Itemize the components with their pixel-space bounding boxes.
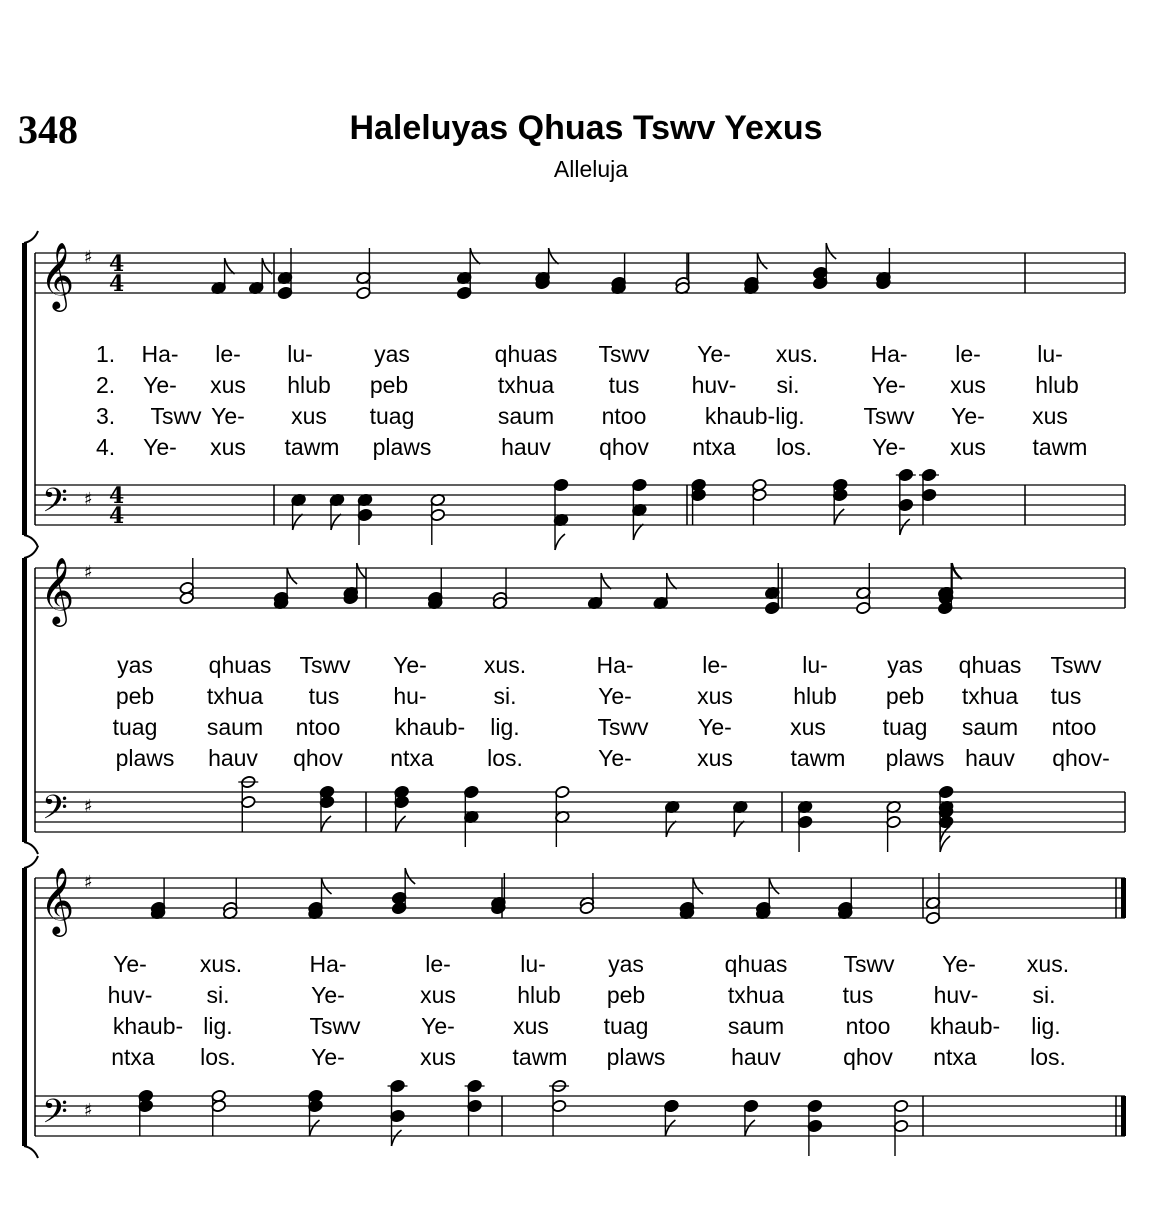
lyric-syllable: ntxa — [692, 434, 736, 460]
lyric-syllable: qhov — [843, 1044, 893, 1070]
lyric-syllable: saum — [497, 403, 555, 429]
lyric-syllable: txhua — [727, 982, 785, 1008]
lyric-syllable: Ye- — [421, 1013, 455, 1039]
note-flag — [633, 524, 643, 540]
lyric-syllable: tawm — [790, 745, 846, 771]
lyric-syllable: yas — [117, 652, 153, 678]
note-flag — [757, 253, 767, 269]
note-flag — [666, 821, 676, 837]
lyric-syllable: hu- — [393, 683, 427, 709]
lyric-syllable: xus. — [483, 652, 527, 678]
lyric-syllable: khaub- — [704, 403, 776, 429]
note-flag — [331, 514, 341, 530]
note-flag — [470, 248, 480, 264]
lyric-syllable: xus. — [775, 341, 819, 367]
lyric-syllable: Ha- — [596, 652, 634, 678]
lyric-syllable: hlub — [793, 683, 837, 709]
lyric-syllable: ntoo — [845, 1013, 891, 1039]
lyric-syllable: qhov — [293, 745, 343, 771]
lyric-syllable: peb — [885, 683, 925, 709]
lyric-syllable: qhuas — [724, 951, 788, 977]
lyric-syllable: khaub- — [112, 1013, 184, 1039]
note-flag — [396, 816, 406, 832]
bass-clef-icon: 𝄢 — [42, 789, 68, 835]
system-bracket — [22, 558, 27, 842]
note-flag — [900, 519, 910, 535]
note-flag — [225, 258, 235, 274]
note-flag — [549, 248, 559, 264]
lyric-syllable: tus — [842, 982, 874, 1008]
note-flag — [293, 514, 303, 530]
lyric-syllable: Tswv — [597, 714, 649, 740]
sharp-icon: ♯ — [84, 872, 93, 893]
lyric-syllable: tus — [608, 372, 640, 398]
bracket-hook — [24, 856, 38, 868]
hymn-subtitle: Alleluja — [553, 156, 629, 182]
lyric-syllable: xus — [697, 683, 733, 709]
system-bracket — [22, 868, 27, 1146]
lyric-syllable: Tswv — [299, 652, 351, 678]
lyric-syllable: Ye- — [143, 434, 177, 460]
lyric-syllable: plaws — [372, 434, 432, 460]
lyric-syllable: huv- — [691, 372, 737, 398]
note-flag — [826, 243, 836, 259]
sharp-icon: ♯ — [84, 247, 93, 268]
lyric-syllable: qhuas — [494, 341, 558, 367]
note-flag — [310, 1120, 320, 1136]
verse-number: 3. — [96, 403, 116, 429]
final-barline — [1121, 1096, 1126, 1136]
note-flag — [667, 573, 677, 589]
lyric-syllable: txhua — [206, 683, 264, 709]
note-flag — [665, 1120, 675, 1136]
time-signature-top: 4 — [109, 483, 125, 509]
lyric-syllable: si. — [1032, 982, 1056, 1008]
lyric-syllable: xus — [950, 372, 986, 398]
lyric-syllable: peb — [606, 982, 646, 1008]
lyric-syllable: txhua — [961, 683, 1019, 709]
lyric-syllable: si. — [493, 683, 517, 709]
lyric-syllable: le- — [702, 652, 728, 678]
lyric-syllable: Ye- — [598, 745, 632, 771]
lyric-syllable: xus — [291, 403, 327, 429]
lyric-syllable: le- — [425, 951, 451, 977]
bracket-hook — [24, 546, 38, 558]
note-flag — [745, 1120, 755, 1136]
lyric-syllable: Ha- — [309, 951, 347, 977]
lyric-syllable: hlub — [517, 982, 561, 1008]
music-system-2 — [22, 546, 1125, 854]
lyric-syllable: tuag — [369, 403, 415, 429]
verse-number: 4. — [96, 434, 116, 460]
lyric-syllable: xus — [790, 714, 826, 740]
lyric-syllable: xus — [1032, 403, 1068, 429]
lyric-syllable: lu- — [520, 951, 546, 977]
lyric-syllable: qhuas — [208, 652, 272, 678]
lyric-syllable: Ye- — [393, 652, 427, 678]
lyric-syllable: Ye- — [311, 982, 345, 1008]
system-bracket — [22, 243, 27, 535]
lyric-syllable: yas — [608, 951, 644, 977]
treble-clef-icon: 𝄞 — [40, 866, 75, 934]
hymn-title: Haleluyas Qhuas Tswv Yexus — [349, 109, 823, 147]
music-system-1 — [22, 231, 1125, 550]
hymn-number: 348 — [18, 107, 78, 152]
lyric-syllable: qhuas — [958, 652, 1022, 678]
note-flag — [392, 1130, 402, 1146]
lyric-syllable: plaws — [885, 745, 945, 771]
lyric-syllable: xus — [420, 982, 456, 1008]
lyric-syllable: khaub- — [394, 714, 466, 740]
lyric-syllable: lig. — [775, 403, 805, 429]
lyric-syllable: saum — [206, 714, 264, 740]
lyric-syllable: Tswv — [843, 951, 895, 977]
lyric-syllable: Ha- — [141, 341, 179, 367]
lyric-syllable: Ye- — [872, 372, 906, 398]
lyric-syllable: tus — [308, 683, 340, 709]
lyric-syllable: xus — [210, 372, 246, 398]
lyric-syllable: Ha- — [870, 341, 908, 367]
bracket-hook — [24, 535, 38, 547]
lyric-syllable: los. — [200, 1044, 236, 1070]
lyric-syllable: hlub — [287, 372, 331, 398]
note-flag — [287, 568, 297, 584]
lyric-syllable: hauv — [965, 745, 1015, 771]
lyric-syllable: xus — [210, 434, 246, 460]
lyric-syllable: saum — [961, 714, 1019, 740]
lyric-syllable: Tswv — [309, 1013, 361, 1039]
note-flag — [734, 821, 744, 837]
lyric-syllable: yas — [887, 652, 923, 678]
lyric-syllable: lu- — [287, 341, 313, 367]
note-flag — [321, 816, 331, 832]
treble-clef-icon: 𝄞 — [40, 556, 75, 624]
lyric-syllable: hauv — [731, 1044, 781, 1070]
lyric-syllable: Ye- — [872, 434, 906, 460]
note-flag — [555, 534, 565, 550]
note-flag — [693, 878, 703, 894]
lyric-syllable: Ye- — [211, 403, 245, 429]
note-flag — [769, 878, 779, 894]
lyric-syllable: si. — [206, 982, 230, 1008]
lyric-syllable: los. — [487, 745, 523, 771]
sharp-icon: ♯ — [84, 562, 93, 583]
lyric-syllable: Tswv — [863, 403, 915, 429]
lyric-syllable: huv- — [933, 982, 979, 1008]
lyric-syllable: lig. — [203, 1013, 233, 1039]
lyric-syllable: lig. — [490, 714, 520, 740]
lyric-syllable: si. — [776, 372, 800, 398]
lyric-syllable: le- — [955, 341, 981, 367]
lyric-syllable: Ye- — [113, 951, 147, 977]
lyric-syllable: lu- — [1037, 341, 1063, 367]
lyric-syllable: saum — [727, 1013, 785, 1039]
lyric-syllable: xus. — [199, 951, 243, 977]
lyric-syllable: khaub- — [929, 1013, 1001, 1039]
lyric-syllable: ntxa — [111, 1044, 155, 1070]
bracket-hook — [24, 842, 38, 854]
lyric-syllable: txhua — [497, 372, 555, 398]
lyric-syllable: Ye- — [697, 341, 731, 367]
lyric-syllable: Ye- — [311, 1044, 345, 1070]
final-barline — [1121, 878, 1126, 918]
lyric-syllable: los. — [776, 434, 812, 460]
note-flag — [405, 868, 415, 884]
lyric-syllable: tuag — [882, 714, 928, 740]
lyric-syllable: ntxa — [933, 1044, 977, 1070]
lyric-syllable: hauv — [501, 434, 551, 460]
music-system-3 — [22, 856, 1126, 1158]
lyric-syllable: tuag — [603, 1013, 649, 1039]
bass-clef-icon: 𝄢 — [42, 482, 68, 528]
note-flag — [262, 258, 272, 274]
time-signature-top: 4 — [109, 251, 125, 277]
lyric-syllable: Tswv — [150, 403, 202, 429]
lyric-syllable: yas — [374, 341, 410, 367]
bass-clef-icon: 𝄢 — [42, 1093, 68, 1139]
verse-number: 1. — [96, 341, 116, 367]
lyric-syllable: tawm — [284, 434, 340, 460]
lyric-syllable: plaws — [606, 1044, 666, 1070]
lyric-syllable: Ye- — [951, 403, 985, 429]
sharp-icon: ♯ — [84, 796, 93, 817]
lyric-syllable: Ye- — [143, 372, 177, 398]
lyric-syllable: tawm — [1032, 434, 1088, 460]
lyric-syllable: peb — [115, 683, 155, 709]
lyric-syllable: Ye- — [698, 714, 732, 740]
time-signature-bottom: 4 — [109, 271, 125, 297]
lyric-syllable: qhov- — [1052, 745, 1110, 771]
lyric-syllable: xus — [697, 745, 733, 771]
lyric-syllable: ntoo — [295, 714, 341, 740]
lyric-syllable: peb — [369, 372, 409, 398]
lyric-syllable: xus — [513, 1013, 549, 1039]
lyric-syllable: xus. — [1026, 951, 1070, 977]
lyric-syllable: hlub — [1035, 372, 1079, 398]
note-flag — [601, 573, 611, 589]
treble-clef-icon: 𝄞 — [40, 241, 75, 309]
lyric-syllable: tuag — [112, 714, 158, 740]
bracket-hook — [24, 1146, 38, 1158]
lyric-syllable: lig. — [1031, 1013, 1061, 1039]
sharp-icon: ♯ — [84, 1100, 93, 1121]
sharp-icon: ♯ — [84, 489, 93, 510]
lyric-syllable: tus — [1050, 683, 1082, 709]
lyric-syllable: plaws — [115, 745, 175, 771]
lyric-syllable: qhov — [599, 434, 649, 460]
lyric-syllable: lu- — [802, 652, 828, 678]
lyric-syllable: Tswv — [598, 341, 650, 367]
bracket-hook — [24, 231, 38, 243]
lyric-syllable: le- — [215, 341, 241, 367]
lyric-syllable: xus — [950, 434, 986, 460]
lyric-syllable: Tswv — [1050, 652, 1102, 678]
note-flag — [834, 509, 844, 525]
lyric-syllable: huv- — [107, 982, 153, 1008]
note-flag — [322, 878, 332, 894]
time-signature-bottom: 4 — [109, 503, 125, 529]
lyric-syllable: hauv — [208, 745, 258, 771]
lyric-syllable: ntoo — [1051, 714, 1097, 740]
verse-number: 2. — [96, 372, 116, 398]
lyric-syllable: ntxa — [390, 745, 434, 771]
lyric-syllable: tawm — [512, 1044, 568, 1070]
lyric-syllable: ntoo — [601, 403, 647, 429]
lyric-syllable: los. — [1030, 1044, 1066, 1070]
lyric-syllable: xus — [420, 1044, 456, 1070]
lyric-syllable: Ye- — [942, 951, 976, 977]
lyric-syllable: Ye- — [598, 683, 632, 709]
